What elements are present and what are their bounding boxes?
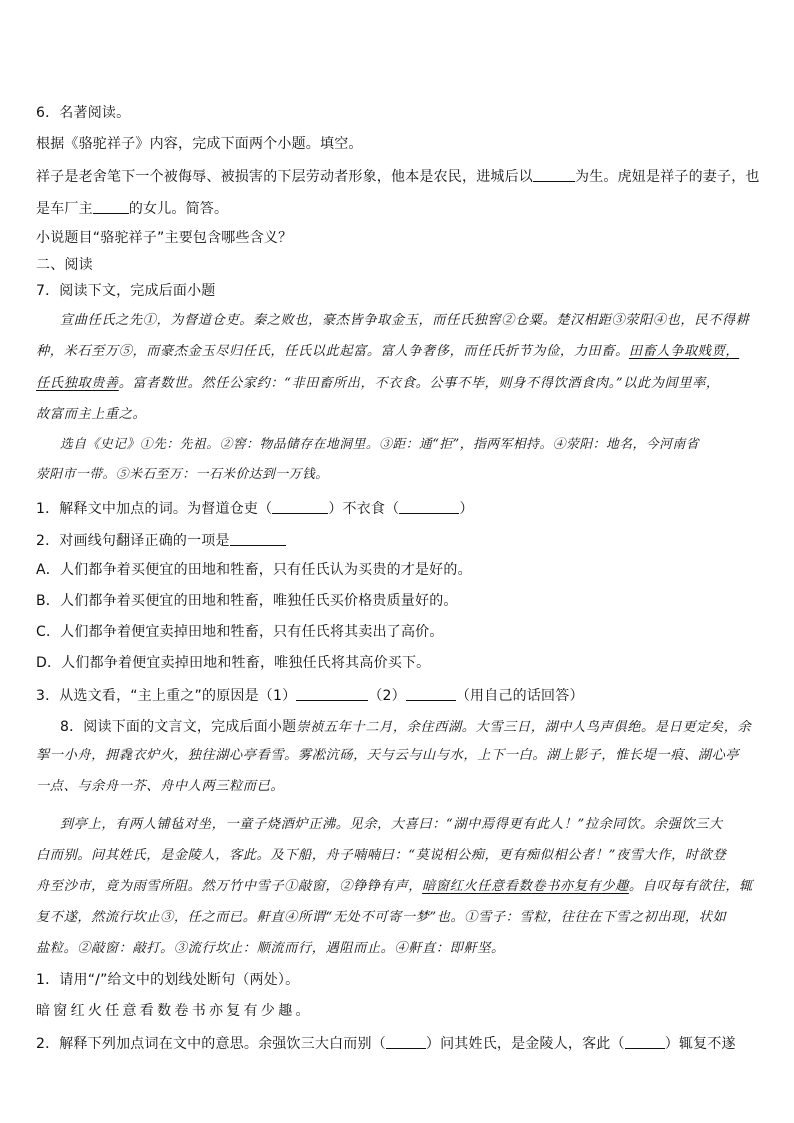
q8-sq2-text: ）问其姓氏，是金陵人，客此（ [425, 1036, 625, 1052]
q6-fill-line-a [36, 168, 758, 184]
q7-sq1-blank-1[interactable] [272, 500, 328, 514]
q8-passage-line: 挐一小舟，拥毳衣炉火，独往湖心亭看雪。雾凇沆砀，天与云与山与水，上下一白。湖上影子，惟长堤一痕、湖心亭 [36, 748, 740, 763]
q8-subquestion-2 [36, 1035, 758, 1051]
q8-passage-line: 一点、与余舟一芥、舟中人两三粒而已。 [36, 779, 285, 794]
q8-intro-line [60, 718, 758, 734]
q8-passage-line: 盐粒。②敲窗：敲打。③流行坎止：顺流而行，遇阻而止。④鼾直：即鼾坚。 [36, 941, 505, 956]
q8-subquestion-1: 1．请用“/”给文中的划线处断句（两处）。 [36, 972, 300, 988]
q7-passage-line: 故富而主上重之。 [36, 407, 147, 422]
q8-sq2-text: ）辄复不遂 [664, 1036, 736, 1052]
q6-fill-a-text1: 祥子是老舍笔下一个被侮辱、被损害的下层劳动者形象，他本是农民，进城后以 [36, 169, 533, 185]
q7-sq3-blank-2[interactable] [406, 687, 456, 701]
q7-passage-text: 种，米石至万⑤，而豪杰金玉尽归任氏，任氏以此起富。富人争奢侈，而任氏折节为俭，力田畜。 [36, 344, 629, 359]
q8-passage-line: 白而别。问其姓氏，是金陵人，客此。及下船，舟子喃喃曰：“莫说相公痴，更有痴似相公者！”夜雪大作，时欲登 [36, 848, 727, 863]
q7-subquestion-2 [36, 532, 758, 548]
q7-option-d[interactable]: D．人们都争着便宜卖掉田地和牲畜，唯独任氏将其高价买下。 [36, 655, 431, 671]
q8-sq2-blank-1[interactable] [386, 1035, 426, 1049]
q6-fill-line-b [36, 200, 758, 216]
q7-notes-line: 选自《史记》①先：先祖。②窖：物品储存在地洞里。③距：通“拒”，指两军相持。④荥阳：地名，今河南省 [60, 437, 700, 452]
q7-sq1-blank-2[interactable] [399, 500, 459, 514]
q7-notes-line: 荥阳市一带。⑤米石至万：一石米价达到一万钱。 [36, 467, 329, 482]
q7-sq1-text: 1．解释文中加点的词。为督道仓吏（ [36, 501, 273, 517]
q8-passage-line: 到亭上，有两人铺毡对坐，一童子烧酒炉正沸。见余，大喜曰：“湖中焉得更有此人！”拉余同饮。余强饮三大 [60, 817, 723, 832]
q7-sq3-text: （用自己的话回答） [455, 688, 584, 704]
q7-subquestion-1 [36, 500, 758, 516]
q8-passage-line [36, 880, 758, 893]
q6-blank-2[interactable] [93, 200, 129, 214]
q7-option-b[interactable]: B．人们都争着买便宜的田地和牲畜，唯独任氏买价格贵质量好的。 [36, 593, 458, 609]
q6-instruction: 根据《骆驼祥子》内容，完成下面两个小题。填空。 [36, 136, 363, 152]
q6-short-question: 小说题目“骆驼祥子”主要包含哪些含义？ [36, 230, 293, 246]
q8-passage-text: 。自叹每有欲往，辄 [628, 879, 753, 894]
q7-sq3-text: （2） [368, 688, 406, 704]
q8-passage-text: 崇祯五年十二月，余住西湖。大雪三日，湖中人鸟声俱绝。是日更定矣，余 [296, 720, 752, 735]
q8-underlined-sentence: 暗窗红火任意看数卷书亦复有少趣 [422, 879, 629, 894]
q7-option-a[interactable]: A．人们都争着买便宜的田地和牲畜，只有任氏认为买贵的才是好的。 [36, 562, 472, 578]
q6-title: 6．名著阅读。 [36, 105, 131, 121]
q7-sq2-text: 2．对画线句翻译正确的一项是 [36, 533, 230, 549]
q7-subquestion-3 [36, 687, 758, 703]
q7-sq3-blank-1[interactable] [296, 687, 368, 701]
q7-passage-line: 宣曲任氏之先①，为督道仓吏。秦之败也，豪杰皆争取金玉，而任氏独窖②仓粟。楚汉相距③荥阳④也，民不得耕 [60, 313, 750, 328]
q7-sq3-text: 3．从选文看，“主上重之”的原因是（1） [36, 688, 297, 704]
q6-fill-b-text2: 的女儿。简答。 [128, 201, 229, 217]
q7-title: 7．阅读下文，完成后面小题 [36, 283, 216, 299]
q7-sq1-text: ） [459, 501, 474, 517]
q7-underlined-sentence: 任氏独取贵善 [36, 376, 119, 391]
q7-underlined-sentence: 田畜人争取贱贾， [628, 344, 740, 359]
q6-blank-1[interactable] [533, 168, 575, 182]
q8-sq2-text: 2．解释下列加点词在文中的意思。余强饮三大白而别（ [36, 1036, 386, 1052]
q8-sq2-blank-2[interactable] [625, 1035, 665, 1049]
q8-intro: 8．阅读下面的文言文，完成后面小题 [60, 719, 297, 735]
q7-sq2-blank[interactable] [230, 532, 286, 546]
q7-sq1-text: ）不衣食（ [328, 501, 400, 517]
q7-passage-line [36, 377, 758, 390]
q8-sentence-to-punctuate[interactable]: 暗窗红火任意看数卷书亦复有少趣。 [36, 1003, 313, 1019]
q6-fill-b-text1: 是车厂主 [36, 201, 93, 217]
section-2-title: 二、阅读 [36, 257, 93, 273]
q8-passage-text: 舟至沙市，竟为雨雪所阻。然万竹中雪子①敲窗，②铮铮有声， [36, 879, 423, 894]
q7-passage-text: 。富者数世。然任公家约：“非田畜所出，不衣食。公事不毕，则身不得饮酒食肉。”以此为闾里率， [118, 376, 720, 391]
q7-option-c[interactable]: C．人们都争着便宜卖掉田地和牲畜，只有任氏将其卖出了高价。 [36, 624, 444, 640]
q8-passage-line: 复不遂，然流行坎止③，任之而已。鼾直④所谓“无处不可寄一梦”也。①雪子：雪粒，往往在下雪之初出现，状如 [36, 910, 727, 925]
q6-fill-a-text2: 为生。虎妞是祥子的妻子，也 [575, 169, 760, 185]
q7-passage-line [36, 345, 758, 358]
